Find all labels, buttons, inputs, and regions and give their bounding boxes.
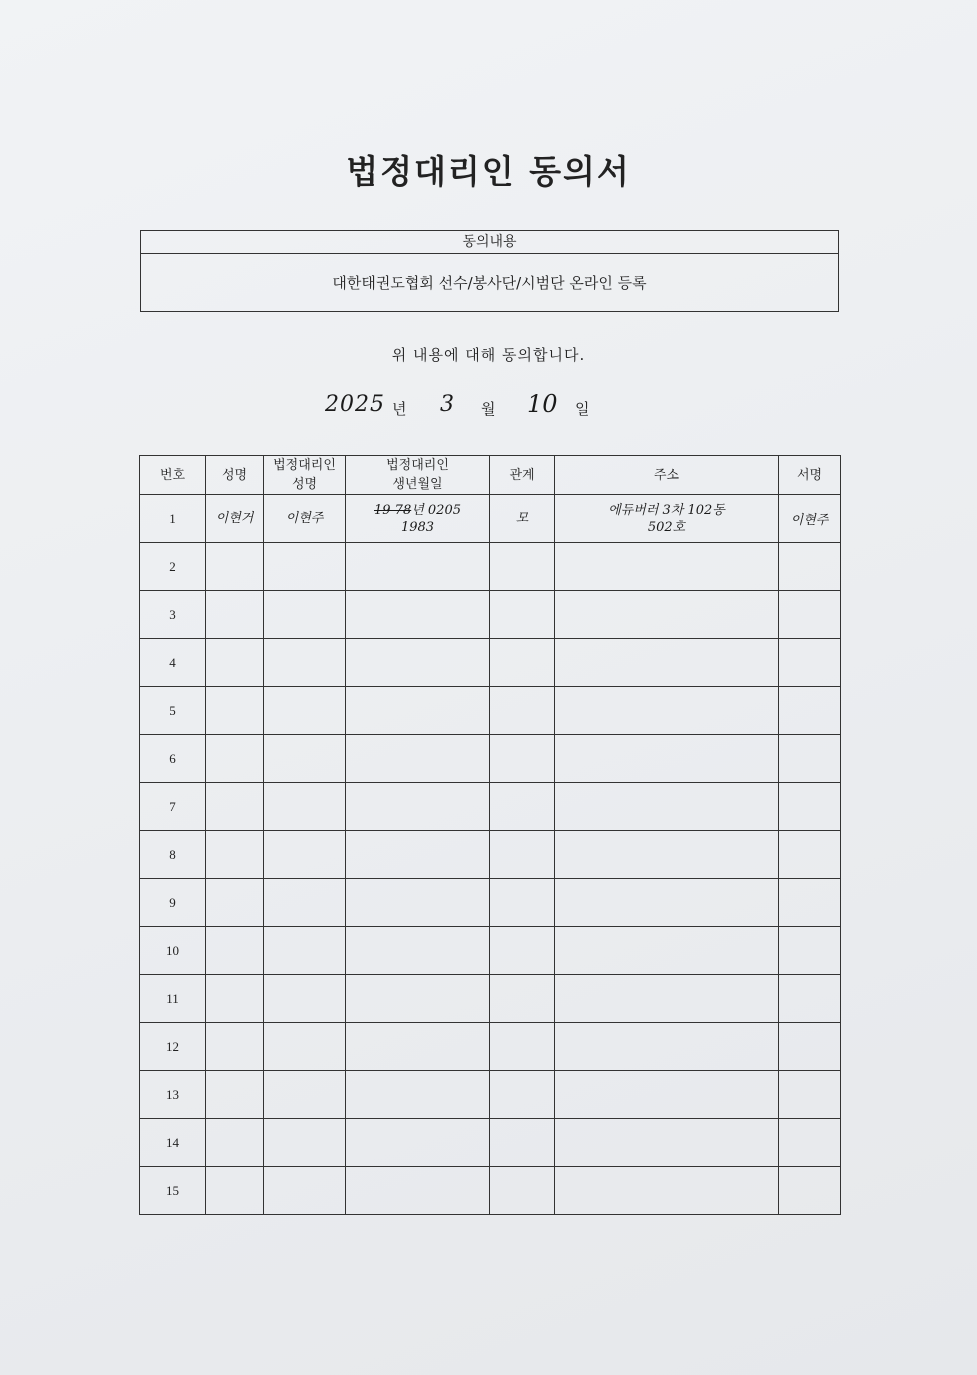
signature bbox=[779, 1119, 841, 1167]
header-name: 성명 bbox=[206, 456, 264, 495]
header-guardian-name-line1: 법정대리인 bbox=[273, 458, 336, 473]
relation bbox=[490, 591, 555, 639]
signature bbox=[779, 879, 841, 927]
address-line1: 에듀버러 3차 102동 bbox=[608, 502, 725, 518]
row-number: 3 bbox=[140, 591, 206, 639]
guardian-name bbox=[264, 1023, 346, 1071]
document-title: 법정대리인 동의서 bbox=[346, 152, 631, 191]
guardian-name bbox=[264, 543, 346, 591]
table-row bbox=[140, 1071, 841, 1119]
header-guardian-name bbox=[264, 456, 346, 495]
guardian-birthdate bbox=[346, 1119, 490, 1167]
guardian-birthdate bbox=[346, 639, 490, 687]
student-name bbox=[206, 879, 264, 927]
header-guardian-birth-line2: 생년월일 bbox=[392, 477, 443, 492]
relation bbox=[490, 543, 555, 591]
table-row bbox=[140, 831, 841, 879]
student-name: 이현거 bbox=[206, 495, 264, 543]
relation bbox=[490, 639, 555, 687]
table-row bbox=[140, 927, 841, 975]
table-row bbox=[140, 1167, 841, 1215]
table-row bbox=[140, 1119, 841, 1167]
date-year: 2025 bbox=[325, 392, 385, 417]
relation: 모 bbox=[490, 495, 555, 543]
guardian-birthdate bbox=[346, 831, 490, 879]
address bbox=[555, 1167, 779, 1215]
signature: 이현주 bbox=[779, 495, 841, 543]
row-number: 8 bbox=[140, 831, 206, 879]
date-day: 10 bbox=[527, 390, 558, 418]
row-number: 6 bbox=[140, 735, 206, 783]
guardian-name: 이현주 bbox=[264, 495, 346, 543]
relation bbox=[490, 783, 555, 831]
relation bbox=[490, 735, 555, 783]
guardian-name bbox=[264, 639, 346, 687]
header-guardian-birth-line1: 법정대리인 bbox=[386, 458, 449, 473]
guardian-name bbox=[264, 879, 346, 927]
guardian-birthdate bbox=[346, 687, 490, 735]
relation bbox=[490, 927, 555, 975]
relation bbox=[490, 1119, 555, 1167]
row-number: 12 bbox=[140, 1023, 206, 1071]
table-row bbox=[140, 591, 841, 639]
student-name bbox=[206, 975, 264, 1023]
guardian-birthdate bbox=[346, 1023, 490, 1071]
guardian-birthdate bbox=[346, 1071, 490, 1119]
student-name bbox=[206, 1071, 264, 1119]
row-number: 14 bbox=[140, 1119, 206, 1167]
header-address: 주소 bbox=[555, 456, 779, 495]
address bbox=[555, 879, 779, 927]
signature bbox=[779, 687, 841, 735]
table-row bbox=[140, 687, 841, 735]
address bbox=[555, 783, 779, 831]
row-number: 2 bbox=[140, 543, 206, 591]
table-row bbox=[140, 1023, 841, 1071]
signature bbox=[779, 1071, 841, 1119]
guardian-birthdate bbox=[346, 591, 490, 639]
consent-body: 대한태권도협회 선수/봉사단/시범단 온라인 등록 bbox=[332, 274, 647, 292]
guardian-name bbox=[264, 591, 346, 639]
date-year-label: 년 bbox=[392, 400, 407, 418]
student-name bbox=[206, 1167, 264, 1215]
guardian-name bbox=[264, 927, 346, 975]
signature bbox=[779, 831, 841, 879]
relation bbox=[490, 975, 555, 1023]
student-name bbox=[206, 687, 264, 735]
guardian-birthdate bbox=[346, 1167, 490, 1215]
row-number: 15 bbox=[140, 1167, 206, 1215]
address bbox=[555, 1071, 779, 1119]
row-number: 5 bbox=[140, 687, 206, 735]
address bbox=[555, 735, 779, 783]
signature bbox=[779, 927, 841, 975]
guardian-name bbox=[264, 1167, 346, 1215]
address bbox=[555, 639, 779, 687]
student-name bbox=[206, 783, 264, 831]
table-row bbox=[140, 495, 841, 543]
address bbox=[555, 927, 779, 975]
guardian-birthdate bbox=[346, 495, 490, 543]
date-day-label: 일 bbox=[575, 400, 590, 418]
guardian-birthdate bbox=[346, 543, 490, 591]
signature bbox=[779, 591, 841, 639]
student-name bbox=[206, 927, 264, 975]
row-number: 13 bbox=[140, 1071, 206, 1119]
header-relation: 관계 bbox=[490, 456, 555, 495]
signature bbox=[779, 975, 841, 1023]
table-row bbox=[140, 975, 841, 1023]
registration-table bbox=[139, 455, 841, 1215]
consent-box bbox=[140, 230, 839, 312]
address bbox=[555, 687, 779, 735]
date-month-label: 월 bbox=[481, 400, 496, 418]
consent-header: 동의내용 bbox=[141, 231, 838, 254]
guardian-birthdate bbox=[346, 927, 490, 975]
guardian-name bbox=[264, 735, 346, 783]
birthdate-struck: 19 78 bbox=[374, 502, 412, 518]
signature bbox=[779, 1023, 841, 1071]
guardian-birthdate bbox=[346, 783, 490, 831]
relation bbox=[490, 831, 555, 879]
guardian-name bbox=[264, 783, 346, 831]
date-month: 3 bbox=[440, 392, 454, 417]
student-name bbox=[206, 1119, 264, 1167]
guardian-name bbox=[264, 1071, 346, 1119]
relation bbox=[490, 1023, 555, 1071]
row-number: 9 bbox=[140, 879, 206, 927]
table-row bbox=[140, 783, 841, 831]
guardian-name bbox=[264, 687, 346, 735]
birthdate-rest: 년 0205 bbox=[411, 502, 461, 518]
agree-statement: 위 내용에 대해 동의합니다. bbox=[391, 346, 586, 364]
student-name bbox=[206, 831, 264, 879]
birthdate-line2: 1983 bbox=[400, 519, 435, 535]
student-name bbox=[206, 1023, 264, 1071]
header-guardian-name-line2: 성명 bbox=[291, 477, 318, 492]
guardian-name bbox=[264, 975, 346, 1023]
signature bbox=[779, 543, 841, 591]
table-row bbox=[140, 735, 841, 783]
student-name bbox=[206, 639, 264, 687]
student-name bbox=[206, 735, 264, 783]
relation bbox=[490, 687, 555, 735]
row-number: 7 bbox=[140, 783, 206, 831]
row-number: 10 bbox=[140, 927, 206, 975]
address bbox=[555, 1023, 779, 1071]
header-signature: 서명 bbox=[779, 456, 841, 495]
relation bbox=[490, 1071, 555, 1119]
table-row bbox=[140, 879, 841, 927]
relation bbox=[490, 1167, 555, 1215]
row-number: 11 bbox=[140, 975, 206, 1023]
table-row bbox=[140, 543, 841, 591]
table-header-row bbox=[140, 456, 841, 495]
header-guardian-birth bbox=[346, 456, 490, 495]
guardian-birthdate bbox=[346, 879, 490, 927]
address-line2: 502호 bbox=[647, 519, 686, 535]
address bbox=[555, 543, 779, 591]
guardian-birthdate bbox=[346, 735, 490, 783]
address bbox=[555, 1119, 779, 1167]
header-no: 번호 bbox=[140, 456, 206, 495]
guardian-name bbox=[264, 831, 346, 879]
student-name bbox=[206, 543, 264, 591]
guardian-name bbox=[264, 1119, 346, 1167]
relation bbox=[490, 879, 555, 927]
address bbox=[555, 831, 779, 879]
row-number: 4 bbox=[140, 639, 206, 687]
signature bbox=[779, 1167, 841, 1215]
row-number: 1 bbox=[140, 495, 206, 543]
signature bbox=[779, 639, 841, 687]
date-line bbox=[0, 390, 977, 424]
signature bbox=[779, 783, 841, 831]
address bbox=[555, 591, 779, 639]
signature bbox=[779, 735, 841, 783]
guardian-birthdate bbox=[346, 975, 490, 1023]
student-name bbox=[206, 591, 264, 639]
address bbox=[555, 495, 779, 543]
address bbox=[555, 975, 779, 1023]
birthdate-line1 bbox=[346, 502, 489, 519]
table-row bbox=[140, 639, 841, 687]
